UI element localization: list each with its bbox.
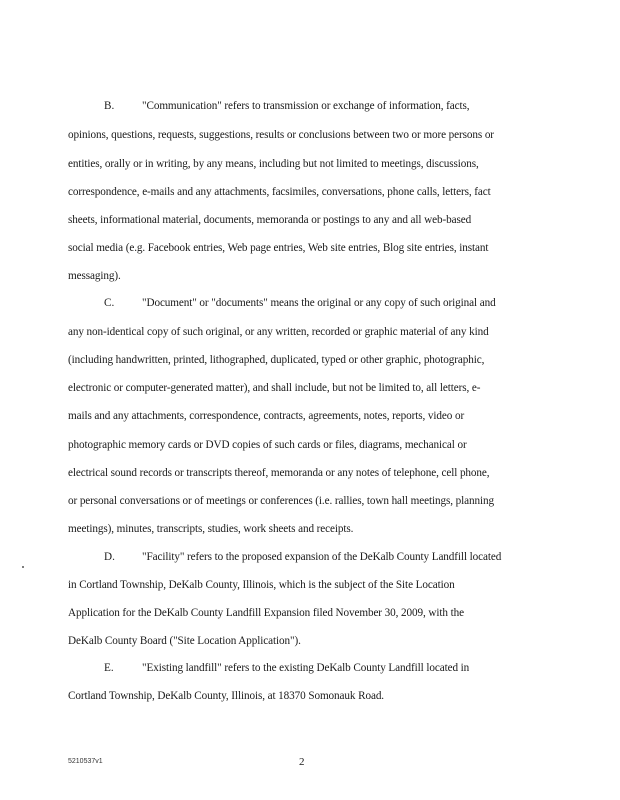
section-c-line: meetings), minutes, transcripts, studies, work sheets and receipts. [68, 523, 354, 535]
section-e-label: E. [104, 662, 114, 674]
section-d-line: Application for the DeKalb County Landfill Expansion filed November 30, 2009, with the [68, 607, 464, 619]
section-e-line: Cortland Township, DeKalb County, Illinois, at 18370 Somonauk Road. [68, 690, 385, 702]
section-b-line: social media (e.g. Facebook entries, Web page entries, Web site entries, Blog site entries, instant [68, 242, 489, 254]
section-b-line: entities, orally or in writing, by any means, including but not limited to meetings, discussions, [68, 158, 479, 170]
footer-document-id: 5210537v1 [68, 758, 103, 765]
section-d-line: in Cortland Township, DeKalb County, Illinois, which is the subject of the Site Location [68, 579, 455, 591]
section-c-line: (including handwritten, printed, lithographed, duplicated, typed or other graphic, photographic, [68, 354, 485, 366]
section-e-lead: "Existing landfill" refers to the existing DeKalb County Landfill located in [142, 662, 470, 674]
section-b-line: opinions, questions, requests, suggestions, results or conclusions between two or more persons or [68, 129, 494, 141]
section-c-line: electronic or computer-generated matter), and shall include, but not be limited to, all letters, e- [68, 382, 481, 394]
section-c-line: or personal conversations or of meetings or conferences (i.e. rallies, town hall meetings, planning [68, 495, 494, 507]
section-c-lead: "Document" or "documents" means the original or any copy of such original and [142, 297, 496, 309]
section-c-line: mails and any attachments, correspondence, contracts, agreements, notes, reports, video or [68, 410, 465, 422]
section-b-line: sheets, informational material, documents, memoranda or postings to any and all web-based [68, 214, 472, 226]
page-number: 2 [299, 756, 305, 768]
section-c-line: any non-identical copy of such original, or any written, recorded or graphic material of any kind [68, 326, 489, 338]
section-b-lead: "Communication" refers to transmission or exchange of information, facts, [142, 100, 470, 112]
section-c-line: photographic memory cards or DVD copies of such cards or files, diagrams, mechanical or [68, 439, 467, 451]
section-c-line: electrical sound records or transcripts thereof, memoranda or any notes of telephone, cell phone, [68, 467, 490, 479]
section-d-line: DeKalb County Board ("Site Location Application"). [68, 635, 301, 647]
section-b-label: B. [104, 100, 115, 112]
section-c-label: C. [104, 297, 115, 309]
section-b-line: correspondence, e-mails and any attachments, facsimiles, conversations, phone calls, letters, fact [68, 186, 491, 198]
section-d-label: D. [104, 551, 115, 563]
scan-speck [22, 566, 24, 568]
section-d-lead: "Facility" refers to the proposed expansion of the DeKalb County Landfill located [142, 551, 502, 563]
section-b-line: messaging). [68, 270, 121, 282]
